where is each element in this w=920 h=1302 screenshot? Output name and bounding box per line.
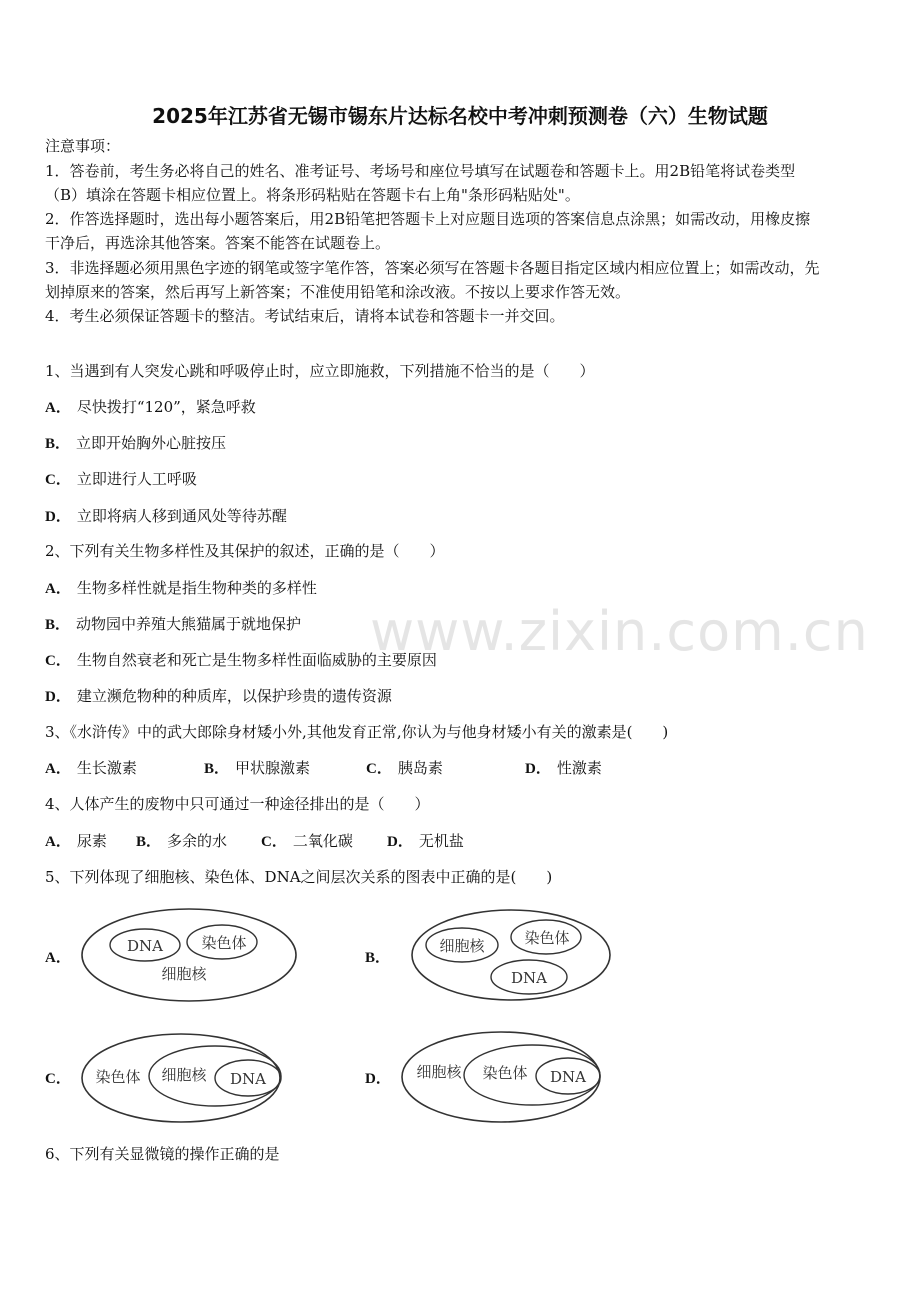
option-key: D． [387, 834, 413, 850]
option-text: 立即进行人工呼吸 [76, 470, 197, 488]
question-1-option-d [45, 506, 287, 527]
diagram-c [78, 1030, 284, 1126]
option-text: 无机盐 [418, 832, 464, 850]
option-key: C． [45, 472, 71, 488]
nucleus-label: 细胞核 [161, 1066, 207, 1084]
nucleus-label: 细胞核 [416, 1063, 462, 1081]
option-key: A． [45, 834, 71, 850]
question-4-option-b [136, 831, 227, 852]
chromosome-label: 染色体 [201, 934, 247, 952]
option-key: B． [204, 761, 230, 777]
question-2-option-a [45, 578, 317, 599]
notes-heading: 注意事项： [45, 137, 121, 155]
chromosome-label: 染色体 [524, 929, 570, 947]
option-key: C． [261, 834, 287, 850]
option-key: A． [45, 400, 71, 416]
watermark: www.zixin.com.cn [370, 600, 869, 663]
option-key: A． [45, 581, 71, 597]
note-line: 2．作答选择题时，选出每小题答案后，用2B铅笔把答题卡上对应题目选项的答案信息点涂黑；如需改动，用橡皮擦 [45, 210, 811, 228]
diagram-a-label: A． [45, 950, 71, 966]
note-line: 划掉原来的答案，然后再写上新答案；不准使用铅笔和涂改液。不按以上要求作答无效。 [45, 283, 631, 301]
dna-label: DNA [230, 1070, 266, 1088]
option-text: 二氧化碳 [292, 832, 353, 850]
option-key: C． [366, 761, 392, 777]
option-text: 尽快拨打“120”，紧急呼救 [76, 398, 256, 416]
option-text: 生物多样性就是指生物种类的多样性 [76, 579, 317, 597]
option-text: 性激素 [556, 759, 602, 777]
option-text: 立即将病人移到通风处等待苏醒 [76, 507, 287, 525]
question-3-option-d [525, 758, 602, 779]
note-line: （B）填涂在答题卡相应位置上。将条形码粘贴在答题卡右上角"条形码粘贴处"。 [45, 186, 580, 204]
question-6-stem: 6、下列有关显微镜的操作正确的是 [45, 1145, 280, 1163]
note-line: 干净后，再选涂其他答案。答案不能答在试题卷上。 [45, 234, 391, 252]
option-text: 生物自然衰老和死亡是生物多样性面临威胁的主要原因 [76, 651, 437, 669]
option-text: 多余的水 [167, 832, 228, 850]
question-3-option-c [366, 758, 443, 779]
option-text: 甲状腺激素 [235, 759, 311, 777]
page-title: 2025年江苏省无锡市锡东片达标名校中考冲刺预测卷（六）生物试题 [152, 104, 768, 128]
option-text: 尿素 [76, 832, 107, 850]
option-key: B． [45, 617, 71, 633]
option-text: 生长激素 [76, 759, 137, 777]
diagram-d [398, 1028, 604, 1126]
nucleus-ellipse [82, 909, 296, 1001]
option-key: D． [525, 761, 551, 777]
option-key: D． [45, 509, 71, 525]
option-text: 动物园中养殖大熊猫属于就地保护 [76, 615, 302, 633]
option-key: B． [45, 436, 71, 452]
diagram-b-label: B． [365, 950, 391, 966]
option-text: 立即开始胸外心脏按压 [76, 434, 227, 452]
option-text: 胰岛素 [397, 759, 443, 777]
question-2-stem: 2、下列有关生物多样性及其保护的叙述，正确的是（ ） [45, 542, 445, 560]
dna-label: DNA [511, 969, 547, 987]
question-2-option-c [45, 650, 437, 671]
option-key: B． [136, 834, 162, 850]
diagram-c-label: C． [45, 1071, 71, 1087]
chromosome-label: 染色体 [482, 1064, 528, 1082]
question-4-stem: 4、人体产生的废物中只可通过一种途径排出的是（ ） [45, 795, 430, 813]
question-1-option-b [45, 433, 226, 454]
option-text: 建立濒危物种的种质库，以保护珍贵的遗传资源 [76, 687, 392, 705]
diagram-d-label: D． [365, 1071, 391, 1087]
question-4-option-c [261, 831, 353, 852]
option-key: D． [45, 689, 71, 705]
diagram-b [408, 906, 614, 1004]
question-4-options [0, 831, 920, 851]
nucleus-label: 细胞核 [161, 965, 207, 983]
question-5-stem: 5、下列体现了细胞核、染色体、DNA之间层次关系的图表中正确的是( ) [45, 868, 553, 886]
question-3-options [0, 758, 920, 778]
note-line: 3．非选择题必须用黑色字迹的钢笔或签字笔作答，答案必须写在答题卡各题目指定区域内相应位置上；如需改动，先 [45, 259, 820, 277]
question-4-option-a [45, 831, 107, 852]
dna-label: DNA [550, 1068, 586, 1086]
note-line: 1．答卷前，考生务必将自己的姓名、准考证号、考场号和座位号填写在试题卷和答题卡上。用2B铅笔将试卷类型 [45, 162, 796, 180]
question-2-option-b [45, 614, 301, 635]
option-key: A． [45, 761, 71, 777]
diagram-a [78, 905, 300, 1005]
chromosome-label: 染色体 [95, 1068, 141, 1086]
question-3-option-b [204, 758, 310, 779]
nucleus-label: 细胞核 [439, 937, 485, 955]
question-3-stem: 3、《水浒传》中的武大郎除身材矮小外,其他发育正常,你认为与他身材矮小有关的激素是( ) [45, 723, 669, 741]
option-key: C． [45, 653, 71, 669]
question-4-option-d [387, 831, 464, 852]
question-1-option-c [45, 469, 197, 490]
question-2-option-d [45, 686, 392, 707]
question-1-option-a [45, 397, 256, 418]
note-line: 4．考生必须保证答题卡的整洁。考试结束后，请将本试卷和答题卡一并交回。 [45, 307, 565, 325]
question-1-stem: 1、当遇到有人突发心跳和呼吸停止时，应立即施救，下列措施不恰当的是（ ） [45, 362, 595, 380]
dna-label: DNA [127, 937, 163, 955]
question-3-option-a [45, 758, 137, 779]
